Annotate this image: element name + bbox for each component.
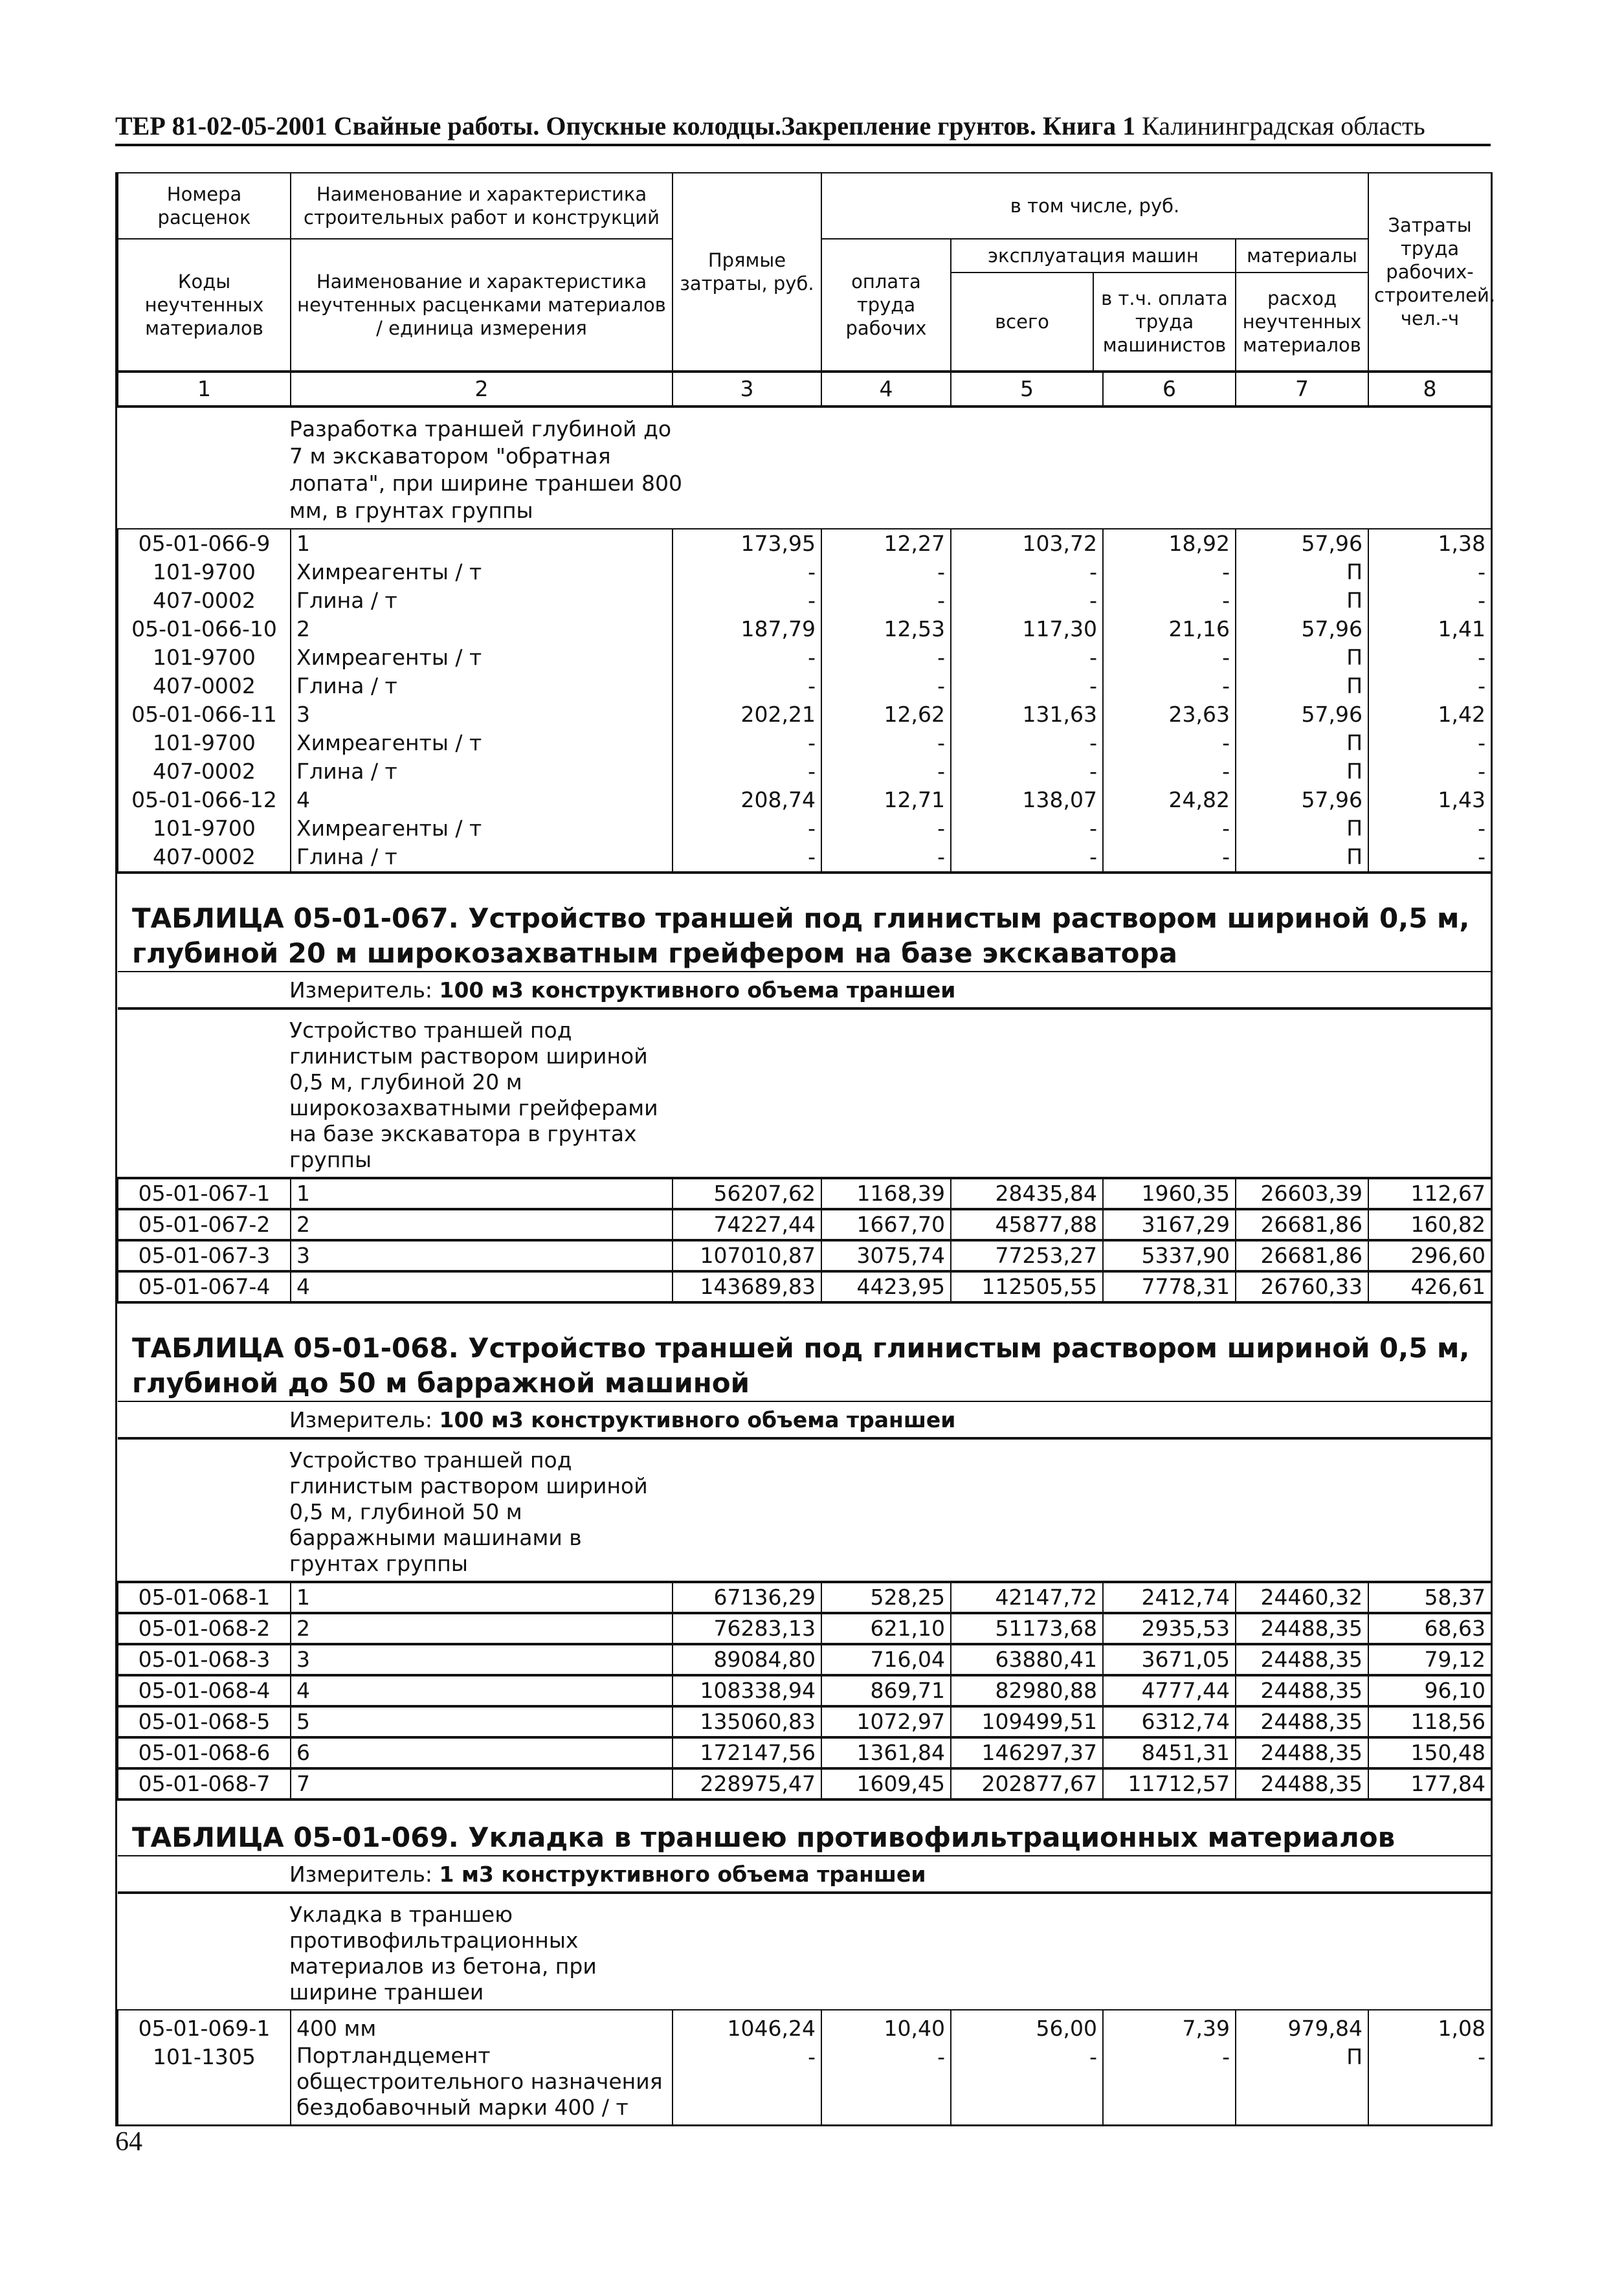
table-row [118,1582,1491,1613]
labor-hours: 1,42 [1368,700,1491,729]
rate-code: 05-01-068-1 [118,1582,291,1613]
material-code: 101-1305 [118,2043,291,2124]
machinist-pay: 3671,05 [1103,1644,1236,1675]
dash: - [673,729,821,757]
machinist-pay: 23,63 [1103,700,1236,729]
labor-pay: 1609,45 [821,1768,951,1799]
table-row [118,700,1491,729]
rate-name: 2 [291,615,673,643]
labor-hours: 68,63 [1368,1613,1491,1644]
rate-code: 05-01-068-6 [118,1737,291,1768]
dash: - [1103,643,1236,672]
col6-header: в т.ч. оплата труда машинистов [1101,287,1228,356]
page-header [115,111,1491,141]
labor-hours: 296,60 [1368,1240,1491,1271]
table-row-069-1 [118,2010,1491,2043]
col-number: 3 [673,372,821,406]
machine-total: 131,63 [951,700,1103,729]
rate-name: 3 [291,1644,673,1675]
machine-total: 77253,27 [951,1240,1103,1271]
rate-code: 05-01-068-3 [118,1644,291,1675]
labor-pay: 528,25 [821,1582,951,1613]
section-067-body [118,1178,1491,1302]
section-067-title-row [118,873,1491,972]
materials: 26681,86 [1236,1240,1368,1271]
dash: - [821,729,951,757]
direct-costs: 202,21 [673,700,821,729]
dash: - [951,2043,1103,2124]
section-067-meter: Измеритель: 100 м3 конструктивного объема траншеи [118,972,1491,1008]
dash: - [673,672,821,700]
dash: - [951,757,1103,786]
table-subrow-material [118,757,1491,786]
rate-name: 2 [291,1613,673,1644]
machinist-pay: 8451,31 [1103,1737,1236,1768]
material-unaccounted-mark: П [1236,2043,1368,2124]
direct-costs: 76283,13 [673,1613,821,1644]
labor-hours: 1,08 [1368,2010,1491,2043]
dash: - [1103,2043,1236,2124]
col-number: 1 [118,372,291,406]
material-name: Глина / т [291,586,673,615]
labor-hours: 160,82 [1368,1209,1491,1240]
header-title-bold: ТЕР 81-02-05-2001 Свайные работы. Опускные колодцы.Закрепление грунтов. Книга 1 [115,111,1136,140]
table-subrow-material [118,843,1491,873]
labor-pay: 621,10 [821,1613,951,1644]
materials: 24488,35 [1236,1644,1368,1675]
direct-costs: 89084,80 [673,1644,821,1675]
labor-pay: 1667,70 [821,1209,951,1240]
rate-code: 05-01-068-4 [118,1675,291,1706]
section-067-title: ТАБЛИЦА 05-01-067. Устройство траншей под глинистым раствором шириной 0,5 м, глубиной 20 м широкозахватным грейфером на базе экскаватора [118,873,1491,972]
material-unaccounted-mark: П [1236,729,1368,757]
machine-total: 146297,37 [951,1737,1103,1768]
dash: - [821,2043,951,2124]
table-row [118,1768,1491,1799]
table-row [118,529,1491,558]
direct-costs: 74227,44 [673,1209,821,1240]
dash: - [1368,729,1491,757]
materials: 57,96 [1236,700,1368,729]
material-name: Глина / т [291,672,673,700]
labor-hours: 58,37 [1368,1582,1491,1613]
rate-code: 05-01-066-12 [118,786,291,814]
labor-hours: 1,43 [1368,786,1491,814]
machinist-pay: 2412,74 [1103,1582,1236,1613]
dash: - [673,558,821,586]
materials: 24488,35 [1236,1768,1368,1799]
material-name: Химреагенты / т [291,814,673,843]
material-name: Химреагенты / т [291,729,673,757]
machines-label: эксплуатация машин [951,239,1235,273]
header-rule [115,144,1491,146]
dash: - [1368,757,1491,786]
rate-name: 4 [291,1271,673,1302]
table-subrow-material [118,586,1491,615]
section-068-description-row [118,1438,1491,1582]
rate-code: 05-01-069-1 [118,2010,291,2043]
labor-pay: 3075,74 [821,1240,951,1271]
section-067-description-row [118,1008,1491,1178]
labor-pay: 1168,39 [821,1178,951,1209]
rate-name: 3 [291,1240,673,1271]
material-code: 407-0002 [118,757,291,786]
labor-pay: 1361,84 [821,1737,951,1768]
col1-top-header: Номера расценок [118,173,291,239]
direct-costs: 135060,83 [673,1706,821,1737]
direct-costs: 143689,83 [673,1271,821,1302]
rate-name: 4 [291,1675,673,1706]
labor-pay: 869,71 [821,1675,951,1706]
section-066-body [118,529,1491,873]
materials: 24488,35 [1236,1706,1368,1737]
material-unaccounted-mark: П [1236,672,1368,700]
dash: - [821,558,951,586]
material-name: Портландцемент общестроительного назначения бездобавочный марки 400 / т [291,2043,673,2124]
direct-costs: 187,79 [673,615,821,643]
machine-total: 42147,72 [951,1582,1103,1613]
dash: - [673,2043,821,2124]
section-068-meter-row [118,1401,1491,1438]
dash: - [951,672,1103,700]
rate-code: 05-01-067-2 [118,1209,291,1240]
dash: - [673,757,821,786]
table-row [118,1613,1491,1644]
material-code: 101-9700 [118,814,291,843]
dash: - [1103,672,1236,700]
header-title-region: Калининградская область [1135,111,1425,140]
labor-hours: 1,38 [1368,529,1491,558]
labor-pay: 12,53 [821,615,951,643]
dash: - [821,814,951,843]
header-row-1 [118,173,1491,239]
machinist-pay: 1960,35 [1103,1178,1236,1209]
machines-subheaders [951,273,1235,370]
column-number-row [118,372,1491,406]
material-name: Химреагенты / т [291,558,673,586]
labor-pay: 4423,95 [821,1271,951,1302]
table-subrow-material [118,729,1491,757]
dash: - [1103,558,1236,586]
machine-total: 45877,88 [951,1209,1103,1240]
machines-header [951,239,1236,372]
col-number: 2 [291,372,673,406]
direct-costs: 107010,87 [673,1240,821,1271]
dash: - [951,586,1103,615]
labor-hours: 426,61 [1368,1271,1491,1302]
dash: - [673,586,821,615]
rate-name: 7 [291,1768,673,1799]
material-name: Химреагенты / т [291,643,673,672]
table-subrow-069-material [118,2043,1491,2124]
material-unaccounted-mark: П [1236,558,1368,586]
dash: - [1368,643,1491,672]
machine-total: 51173,68 [951,1613,1103,1644]
dash: - [951,558,1103,586]
table-row [118,1209,1491,1240]
table-subrow-material [118,672,1491,700]
section-067-meter-row [118,972,1491,1008]
machinist-pay: 2935,53 [1103,1613,1236,1644]
table-row [118,615,1491,643]
material-code: 407-0002 [118,843,291,873]
labor-hours: 1,41 [1368,615,1491,643]
col2-top-header: Наименование и характеристика строительных работ и конструкций [291,173,673,239]
col-number: 4 [821,372,951,406]
table-row [118,1706,1491,1737]
machine-total: 112505,55 [951,1271,1103,1302]
dash: - [1368,814,1491,843]
material-unaccounted-mark: П [1236,643,1368,672]
rate-code: 05-01-068-2 [118,1613,291,1644]
material-code: 101-9700 [118,643,291,672]
section-068-meter: Измеритель: 100 м3 конструктивного объема траншеи [118,1401,1491,1438]
col5-header: всего [951,273,1094,370]
rate-code: 05-01-067-4 [118,1271,291,1302]
rate-code: 05-01-068-5 [118,1706,291,1737]
section-068-description: Устройство траншей под глинистым раствором шириной 0,5 м, глубиной 50 м барражными машинами в грунтах группы [118,1438,1491,1582]
col-number: 8 [1368,372,1491,406]
material-name: Глина / т [291,757,673,786]
rate-code: 05-01-068-7 [118,1768,291,1799]
machinist-pay: 7,39 [1103,2010,1236,2043]
section-068-title-row [118,1302,1491,1401]
material-code: 407-0002 [118,586,291,615]
materials: 57,96 [1236,615,1368,643]
table-row [118,1737,1491,1768]
materials-header [1236,239,1368,372]
materials: 26760,33 [1236,1271,1368,1302]
dash: - [673,843,821,873]
labor-hours: 96,10 [1368,1675,1491,1706]
labor-hours: 112,67 [1368,1178,1491,1209]
materials: 26603,39 [1236,1178,1368,1209]
material-code: 101-9700 [118,729,291,757]
table-subrow-material [118,643,1491,672]
rates-table [117,172,1496,2124]
rate-name: 3 [291,700,673,729]
dash: - [951,814,1103,843]
group-header: в том числе, руб. [821,173,1368,239]
dash: - [951,843,1103,873]
direct-costs: 172147,56 [673,1737,821,1768]
table-row [118,1178,1491,1209]
direct-costs: 208,74 [673,786,821,814]
material-code: 407-0002 [118,672,291,700]
machine-total: 103,72 [951,529,1103,558]
dash: - [951,729,1103,757]
dash: - [821,586,951,615]
labor-pay: 12,27 [821,529,951,558]
table-subrow-material [118,814,1491,843]
material-unaccounted-mark: П [1236,586,1368,615]
dash: - [821,843,951,873]
materials: 57,96 [1236,786,1368,814]
material-name: Глина / т [291,843,673,873]
col-number: 6 [1103,372,1236,406]
rate-code: 05-01-066-9 [118,529,291,558]
machinist-pay: 7778,31 [1103,1271,1236,1302]
labor-hours: 177,84 [1368,1768,1491,1799]
machine-total: 28435,84 [951,1178,1103,1209]
labor-pay: 12,62 [821,700,951,729]
dash: - [1103,843,1236,873]
rates-document [115,172,1496,2126]
col3-header: Прямые затраты, руб. [673,173,821,372]
machinist-pay: 6312,74 [1103,1706,1236,1737]
materials: 24488,35 [1236,1613,1368,1644]
section-066-description-row [118,406,1491,529]
section-067-description: Устройство траншей под глинистым раствором шириной 0,5 м, глубиной 20 м широкозахватными грейферами на базе экскаватора в грунтах группы [118,1008,1491,1178]
direct-costs: 173,95 [673,529,821,558]
table-subrow-material [118,558,1491,586]
machinist-pay: 4777,44 [1103,1675,1236,1706]
machinist-pay: 18,92 [1103,529,1236,558]
section-069-meter: Измеритель: 1 м3 конструктивного объема траншеи [118,1856,1491,1893]
rate-name: 4 [291,786,673,814]
table-row [118,1271,1491,1302]
dash: - [951,643,1103,672]
material-unaccounted-mark: П [1236,757,1368,786]
machinist-pay: 3167,29 [1103,1209,1236,1240]
dash: - [1368,843,1491,873]
rate-name: 400 мм [291,2010,673,2043]
materials: 24460,32 [1236,1582,1368,1613]
dash: - [1368,2043,1491,2124]
labor-pay: 12,71 [821,786,951,814]
col-number: 5 [951,372,1103,406]
col7-header: расход неучтенных материалов [1242,287,1362,356]
section-066-description: Разработка траншей глубиной до 7 м экскаватором "обратная лопата", при ширине траншеи 800 мм, в грунтах группы [118,406,1491,529]
direct-costs: 1046,24 [673,2010,821,2043]
labor-pay: 10,40 [821,2010,951,2043]
col-number: 7 [1236,372,1368,406]
dash: - [673,643,821,672]
machine-total: 117,30 [951,615,1103,643]
labor-pay: 1072,97 [821,1706,951,1737]
machinist-pay: 21,16 [1103,615,1236,643]
dash: - [821,757,951,786]
col8-header: Затраты труда рабочих-строителей, чел.-ч [1368,173,1491,372]
labor-hours: 118,56 [1368,1706,1491,1737]
labor-hours: 150,48 [1368,1737,1491,1768]
material-unaccounted-mark: П [1236,843,1368,873]
dash: - [1368,558,1491,586]
materials: 979,84 [1236,2010,1368,2043]
table-row [118,786,1491,814]
materials: 24488,35 [1236,1737,1368,1768]
materials: 26681,86 [1236,1209,1368,1240]
materials-label: материалы [1236,239,1368,273]
dash: - [673,814,821,843]
materials: 57,96 [1236,529,1368,558]
section-068-body [118,1582,1491,1799]
rate-name: 5 [291,1706,673,1737]
machine-total: 109499,51 [951,1706,1103,1737]
material-code: 101-9700 [118,558,291,586]
dash: - [1368,672,1491,700]
labor-pay: 716,04 [821,1644,951,1675]
table-row [118,1675,1491,1706]
machine-total: 138,07 [951,786,1103,814]
col4-header: оплата труда рабочих [821,239,951,372]
labor-hours: 79,12 [1368,1644,1491,1675]
dash: - [1103,729,1236,757]
machine-total: 202877,67 [951,1768,1103,1799]
machine-total: 82980,88 [951,1675,1103,1706]
rate-code: 05-01-066-10 [118,615,291,643]
section-069-description-row [118,1893,1491,2010]
rate-name: 6 [291,1737,673,1768]
dash: - [1368,586,1491,615]
machinist-pay: 24,82 [1103,786,1236,814]
rate-code: 05-01-067-3 [118,1240,291,1271]
rate-name: 1 [291,1178,673,1209]
rate-code: 05-01-067-1 [118,1178,291,1209]
direct-costs: 108338,94 [673,1675,821,1706]
dash: - [821,672,951,700]
col1-bottom-header: Коды неучтенных материалов [118,239,291,372]
col2-bottom-header: Наименование и характеристика неучтенных расценками материалов / единица измерения [291,239,673,372]
rate-name: 1 [291,1582,673,1613]
material-unaccounted-mark: П [1236,814,1368,843]
machine-total: 56,00 [951,2010,1103,2043]
direct-costs: 67136,29 [673,1582,821,1613]
section-069-title: ТАБЛИЦА 05-01-069. Укладка в траншею противофильтрационных материалов [118,1799,1491,1856]
direct-costs: 56207,62 [673,1178,821,1209]
dash: - [821,643,951,672]
table-row [118,1644,1491,1675]
direct-costs: 228975,47 [673,1768,821,1799]
dash: - [1103,757,1236,786]
section-069-description: Укладка в траншею противофильтрационных материалов из бетона, при ширине траншеи [118,1893,1491,2010]
rate-name: 2 [291,1209,673,1240]
table-row [118,1240,1491,1271]
rate-code: 05-01-066-11 [118,700,291,729]
machine-total: 63880,41 [951,1644,1103,1675]
machinist-pay: 5337,90 [1103,1240,1236,1271]
section-068-title: ТАБЛИЦА 05-01-068. Устройство траншей под глинистым раствором шириной 0,5 м, глубиной до 50 м барражной машиной [118,1302,1491,1401]
materials: 24488,35 [1236,1675,1368,1706]
dash: - [1103,586,1236,615]
rate-name: 1 [291,529,673,558]
section-069-title-row [118,1799,1491,1856]
page-number: 64 [115,2127,142,2157]
section-069-meter-row [118,1856,1491,1893]
machinist-pay: 11712,57 [1103,1768,1236,1799]
dash: - [1103,814,1236,843]
